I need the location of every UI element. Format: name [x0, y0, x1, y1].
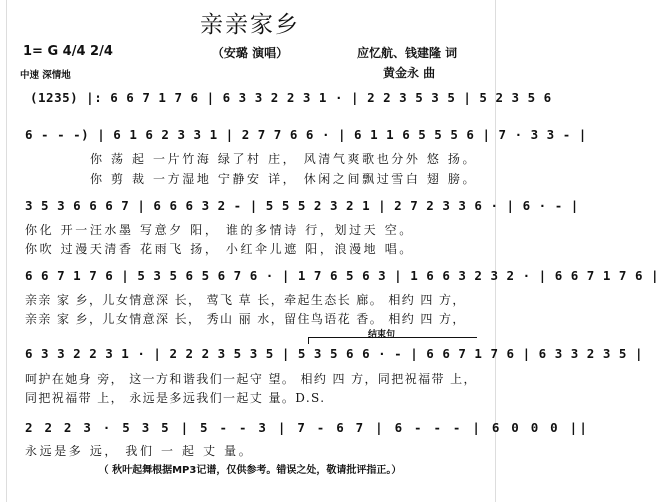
lyric-line-3a: 你化 开一汪水墨 写意夕 阳， 谁的多情诗 行，划过天 空。 [25, 223, 414, 237]
lyric-line-3b: 你吹 过漫天清香 花雨飞 扬， 小红伞儿遮 阳，浪漫地 唱。 [25, 242, 414, 256]
lyric-line-5b: 同把祝福带 上， 永远是多远我们一起丈 量。D.S. [25, 391, 326, 405]
footnote: （ 秋叶起舞根据MP3记谱，仅供参考。错误之处，敬请批评指正。） [98, 465, 402, 476]
tempo-marking: 中速 深情地 [20, 70, 71, 81]
ending-label: 结束句 [368, 330, 396, 340]
notation-line-6: 2 2 2 3 · 5 3 5 | 5 - - 3 | 7 - 6 7 | 6 - - - | 6 0 0 0 || [25, 420, 590, 435]
song-title: 亲亲家乡 [200, 12, 300, 38]
lyricist: 应忆航、钱建隆 词 [357, 46, 458, 60]
composer: 黄金永 曲 [383, 66, 436, 80]
notation-line-4: 6 6 7 1 7 6 | 5 3 5 6 5 6 7 6 · | 1 7 6 5 6 3 | 1 6 6 3 2 3 2 · | 6 6 7 1 7 6 | [25, 268, 659, 283]
notation-line-3: 3 5 3 6 6 6 7 | 6 6 6 3 2 - | 5 5 5 2 3 2 1 | 2 7 2 3 3 6 · | 6 · - | [25, 198, 579, 213]
lyric-line-2a: 你 荡 起 一片竹海 绿了村 庄， 风清气爽歌也分外 悠 扬。 [90, 152, 478, 166]
key-signature: 1= G 4/4 2/4 [23, 44, 113, 59]
lyric-line-5a: 呵护在她身 旁， 这一方和谐我们一起守 望。 相约 四 方，同把祝福带 上， [25, 372, 477, 386]
lyric-line-4a: 亲亲 家 乡，儿女情意深 长， 莺飞 草 长，牵起生态长 廊。 相约 四 方， [25, 293, 466, 307]
performer: （安璐 演唱） [211, 46, 289, 60]
notation-line-2: 6 - - -) | 6 1 6 2 3 3 1 | 2 7 7 6 6 · | 6 1 1 6 5 5 5 6 | 7 · 3 3 - | [25, 127, 587, 142]
notation-line-1: (1235) |: 6 6 7 1 7 6 | 6 3 3 2 2 3 1 · | 2 2 3 5 3 5 | 5 2 3 5 6 [30, 90, 552, 105]
notation-line-5: 6 3 3 2 2 3 1 · | 2 2 2 3 5 3 5 | 5 3 5 6 6 · - | 6 6 7 1 7 6 | 6 3 3 2 3 5 | [25, 346, 643, 361]
lyric-line-2b: 你 剪 裁 一方湿地 宁静安 详， 休闲之间飘过雪白 翅 膀。 [90, 172, 478, 186]
lyric-line-6: 永远是多 远， 我们 一 起 丈 量。 [25, 444, 254, 458]
lyric-line-4b: 亲亲 家 乡，儿女情意深 长， 秀山 丽 水，留住鸟语花 香。 相约 四 方， [25, 312, 466, 326]
